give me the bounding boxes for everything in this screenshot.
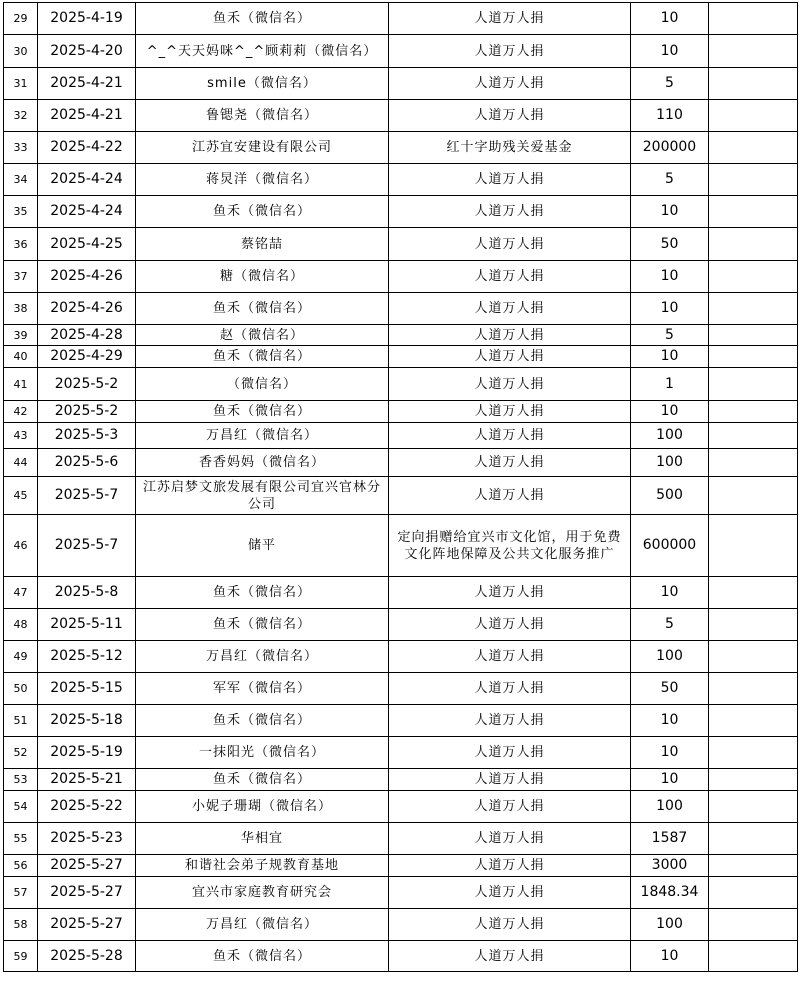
remark-cell: [709, 449, 798, 477]
table-row: [4, 515, 798, 577]
row-number: 38: [4, 293, 38, 325]
donation-purpose: 人道万人捐: [389, 423, 631, 449]
donor-name: 蒋炅洋（微信名）: [136, 164, 389, 196]
row-number: 48: [4, 609, 38, 641]
donation-purpose: 人道万人捐: [389, 769, 631, 791]
table-row: [4, 325, 798, 346]
donation-date: 2025-4-25: [38, 228, 136, 261]
remark-cell: [709, 823, 798, 855]
row-number: 41: [4, 368, 38, 401]
donation-purpose: 人道万人捐: [389, 823, 631, 855]
row-number: 30: [4, 35, 38, 68]
donation-amount: 5: [631, 325, 709, 346]
donation-amount: 200000: [631, 132, 709, 164]
row-number: 42: [4, 401, 38, 423]
donation-amount: 5: [631, 609, 709, 641]
donation-amount: 3000: [631, 855, 709, 877]
donor-name: 赵（微信名）: [136, 325, 389, 346]
donation-date: 2025-4-20: [38, 35, 136, 68]
donation-date: 2025-4-26: [38, 261, 136, 293]
donation-date: 2025-5-11: [38, 609, 136, 641]
row-number: 54: [4, 791, 38, 823]
remark-cell: [709, 132, 798, 164]
donation-date: 2025-4-21: [38, 68, 136, 100]
donation-amount: 10: [631, 769, 709, 791]
donor-name: 万昌红（微信名）: [136, 641, 389, 673]
remark-cell: [709, 641, 798, 673]
row-number: 53: [4, 769, 38, 791]
donation-amount: 110: [631, 100, 709, 132]
donation-date: 2025-5-6: [38, 449, 136, 477]
table-row: [4, 705, 798, 737]
table-row: [4, 164, 798, 196]
donation-table-body: [4, 3, 798, 972]
donation-purpose: 人道万人捐: [389, 196, 631, 228]
donation-date: 2025-5-8: [38, 577, 136, 609]
table-row: [4, 196, 798, 228]
remark-cell: [709, 368, 798, 401]
donor-name: 鱼禾（微信名）: [136, 577, 389, 609]
donor-name: 江苏启梦文旅发展有限公司宜兴官林分公司: [136, 477, 389, 515]
row-number: 40: [4, 346, 38, 368]
row-number: 34: [4, 164, 38, 196]
remark-cell: [709, 515, 798, 577]
donation-purpose: 人道万人捐: [389, 909, 631, 941]
table-row: [4, 423, 798, 449]
table-row: [4, 577, 798, 609]
donation-amount: 10: [631, 346, 709, 368]
remark-cell: [709, 705, 798, 737]
donation-purpose: 人道万人捐: [389, 737, 631, 769]
row-number: 44: [4, 449, 38, 477]
row-number: 55: [4, 823, 38, 855]
donation-date: 2025-4-19: [38, 3, 136, 35]
donation-purpose: 人道万人捐: [389, 164, 631, 196]
donation-date: 2025-4-22: [38, 132, 136, 164]
table-row: [4, 641, 798, 673]
donor-name: （微信名）: [136, 368, 389, 401]
table-row: [4, 368, 798, 401]
donation-amount: 10: [631, 737, 709, 769]
remark-cell: [709, 877, 798, 909]
donor-name: 鱼禾（微信名）: [136, 769, 389, 791]
donor-name: 鱼禾（微信名）: [136, 293, 389, 325]
donation-amount: 5: [631, 68, 709, 100]
donor-name: 糖（微信名）: [136, 261, 389, 293]
donor-name: 江苏宜安建设有限公司: [136, 132, 389, 164]
donor-name: 香香妈妈（微信名）: [136, 449, 389, 477]
donation-purpose: 人道万人捐: [389, 100, 631, 132]
remark-cell: [709, 791, 798, 823]
donation-purpose: 定向捐赠给宜兴市文化馆，用于免费文化阵地保障及公共文化服务推广: [389, 515, 631, 577]
remark-cell: [709, 609, 798, 641]
donation-purpose: 人道万人捐: [389, 641, 631, 673]
remark-cell: [709, 3, 798, 35]
donation-date: 2025-5-21: [38, 769, 136, 791]
row-number: 47: [4, 577, 38, 609]
donation-purpose: 红十字助残关爱基金: [389, 132, 631, 164]
donor-name: 鱼禾（微信名）: [136, 3, 389, 35]
row-number: 52: [4, 737, 38, 769]
donation-purpose: 人道万人捐: [389, 368, 631, 401]
donation-date: 2025-4-26: [38, 293, 136, 325]
donation-purpose: 人道万人捐: [389, 3, 631, 35]
donor-name: 储平: [136, 515, 389, 577]
donation-purpose: 人道万人捐: [389, 791, 631, 823]
donation-date: 2025-5-7: [38, 477, 136, 515]
donation-date: 2025-5-2: [38, 401, 136, 423]
row-number: 58: [4, 909, 38, 941]
donation-date: 2025-4-21: [38, 100, 136, 132]
remark-cell: [709, 68, 798, 100]
donation-date: 2025-5-2: [38, 368, 136, 401]
remark-cell: [709, 909, 798, 941]
remark-cell: [709, 164, 798, 196]
donor-name: 鱼禾（微信名）: [136, 705, 389, 737]
donor-name: 鱼禾（微信名）: [136, 346, 389, 368]
donation-purpose: 人道万人捐: [389, 68, 631, 100]
table-row: [4, 100, 798, 132]
table-row: [4, 791, 798, 823]
donor-name: 小妮子珊瑚（微信名）: [136, 791, 389, 823]
donation-purpose: 人道万人捐: [389, 855, 631, 877]
remark-cell: [709, 346, 798, 368]
table-row: [4, 68, 798, 100]
table-row: [4, 477, 798, 515]
table-row: [4, 346, 798, 368]
remark-cell: [709, 737, 798, 769]
donation-purpose: 人道万人捐: [389, 941, 631, 972]
row-number: 51: [4, 705, 38, 737]
donation-date: 2025-5-7: [38, 515, 136, 577]
donation-date: 2025-5-28: [38, 941, 136, 972]
donor-name: 军军（微信名）: [136, 673, 389, 705]
donor-name: smile（微信名）: [136, 68, 389, 100]
donor-name: 鱼禾（微信名）: [136, 941, 389, 972]
donation-amount: 10: [631, 577, 709, 609]
donation-date: 2025-5-15: [38, 673, 136, 705]
donor-name: 鱼禾（微信名）: [136, 609, 389, 641]
donation-date: 2025-5-27: [38, 909, 136, 941]
remark-cell: [709, 477, 798, 515]
donation-amount: 10: [631, 401, 709, 423]
donation-date: 2025-4-24: [38, 196, 136, 228]
table-row: [4, 132, 798, 164]
donation-purpose: 人道万人捐: [389, 577, 631, 609]
row-number: 49: [4, 641, 38, 673]
row-number: 29: [4, 3, 38, 35]
donor-name: 鱼禾（微信名）: [136, 401, 389, 423]
row-number: 50: [4, 673, 38, 705]
row-number: 33: [4, 132, 38, 164]
donation-purpose: 人道万人捐: [389, 705, 631, 737]
donation-amount: 100: [631, 641, 709, 673]
remark-cell: [709, 673, 798, 705]
remark-cell: [709, 325, 798, 346]
donation-amount: 5: [631, 164, 709, 196]
donation-purpose: 人道万人捐: [389, 449, 631, 477]
donation-amount: 100: [631, 449, 709, 477]
remark-cell: [709, 941, 798, 972]
remark-cell: [709, 35, 798, 68]
table-row: [4, 737, 798, 769]
donation-date: 2025-4-29: [38, 346, 136, 368]
donation-purpose: 人道万人捐: [389, 35, 631, 68]
donation-purpose: 人道万人捐: [389, 609, 631, 641]
remark-cell: [709, 261, 798, 293]
donor-name: 鲁锶尧（微信名）: [136, 100, 389, 132]
table-row: [4, 401, 798, 423]
remark-cell: [709, 577, 798, 609]
donation-date: 2025-5-23: [38, 823, 136, 855]
table-row: [4, 769, 798, 791]
row-number: 35: [4, 196, 38, 228]
table-row: [4, 293, 798, 325]
donor-name: 万昌红（微信名）: [136, 909, 389, 941]
donor-name: 万昌红（微信名）: [136, 423, 389, 449]
donation-purpose: 人道万人捐: [389, 877, 631, 909]
remark-cell: [709, 293, 798, 325]
donation-amount: 10: [631, 196, 709, 228]
donation-purpose: 人道万人捐: [389, 228, 631, 261]
remark-cell: [709, 196, 798, 228]
donor-name: 一抹阳光（微信名）: [136, 737, 389, 769]
table-row: [4, 228, 798, 261]
table-row: [4, 261, 798, 293]
row-number: 43: [4, 423, 38, 449]
donation-date: 2025-5-19: [38, 737, 136, 769]
table-row: [4, 941, 798, 972]
row-number: 37: [4, 261, 38, 293]
donation-amount: 50: [631, 228, 709, 261]
remark-cell: [709, 100, 798, 132]
donation-amount: 10: [631, 705, 709, 737]
donation-purpose: 人道万人捐: [389, 325, 631, 346]
donation-amount: 10: [631, 941, 709, 972]
donation-date: 2025-4-24: [38, 164, 136, 196]
table-row: [4, 823, 798, 855]
donor-name: 蔡铭喆: [136, 228, 389, 261]
row-number: 56: [4, 855, 38, 877]
row-number: 39: [4, 325, 38, 346]
donation-amount: 10: [631, 35, 709, 68]
donation-amount: 10: [631, 293, 709, 325]
donation-amount: 100: [631, 423, 709, 449]
remark-cell: [709, 855, 798, 877]
donation-date: 2025-5-22: [38, 791, 136, 823]
donation-amount: 100: [631, 791, 709, 823]
donation-date: 2025-5-18: [38, 705, 136, 737]
donation-purpose: 人道万人捐: [389, 293, 631, 325]
donation-date: 2025-5-3: [38, 423, 136, 449]
donation-date: 2025-5-27: [38, 877, 136, 909]
row-number: 36: [4, 228, 38, 261]
remark-cell: [709, 423, 798, 449]
donation-amount: 50: [631, 673, 709, 705]
donation-purpose: 人道万人捐: [389, 346, 631, 368]
donor-name: ^_^天天妈咪^_^顾莉莉（微信名）: [136, 35, 389, 68]
donation-amount: 10: [631, 261, 709, 293]
donation-date: 2025-5-12: [38, 641, 136, 673]
donation-amount: 100: [631, 909, 709, 941]
row-number: 57: [4, 877, 38, 909]
donation-amount: 1848.34: [631, 877, 709, 909]
table-row: [4, 673, 798, 705]
table-row: [4, 609, 798, 641]
donation-date: 2025-5-27: [38, 855, 136, 877]
donation-date: 2025-4-28: [38, 325, 136, 346]
remark-cell: [709, 769, 798, 791]
donor-name: 宜兴市家庭教育研究会: [136, 877, 389, 909]
donation-amount: 1: [631, 368, 709, 401]
table-row: [4, 3, 798, 35]
table-row: [4, 877, 798, 909]
donation-amount: 500: [631, 477, 709, 515]
table-row: [4, 909, 798, 941]
donation-purpose: 人道万人捐: [389, 261, 631, 293]
donation-purpose: 人道万人捐: [389, 673, 631, 705]
row-number: 32: [4, 100, 38, 132]
donor-name: 华相宜: [136, 823, 389, 855]
donation-amount: 1587: [631, 823, 709, 855]
donation-purpose: 人道万人捐: [389, 477, 631, 515]
row-number: 31: [4, 68, 38, 100]
donation-table: [3, 2, 798, 972]
remark-cell: [709, 228, 798, 261]
donation-purpose: 人道万人捐: [389, 401, 631, 423]
donor-name: 鱼禾（微信名）: [136, 196, 389, 228]
donation-amount: 10: [631, 3, 709, 35]
row-number: 46: [4, 515, 38, 577]
table-row: [4, 35, 798, 68]
table-row: [4, 449, 798, 477]
donor-name: 和谐社会弟子规教育基地: [136, 855, 389, 877]
donation-amount: 600000: [631, 515, 709, 577]
table-row: [4, 855, 798, 877]
row-number: 45: [4, 477, 38, 515]
row-number: 59: [4, 941, 38, 972]
remark-cell: [709, 401, 798, 423]
